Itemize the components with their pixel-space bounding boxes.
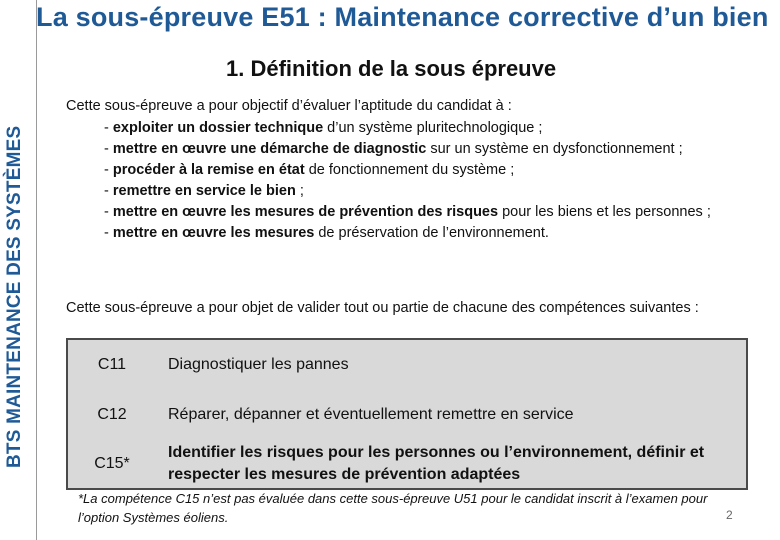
list-item: - mettre en œuvre les mesures de préservation de l’environnement. xyxy=(104,225,549,242)
competence-label: Réparer, dépanner et éventuellement remettre en service xyxy=(156,390,747,440)
list-item: - mettre en œuvre une démarche de diagnostic sur un système en dysfonctionnement ; xyxy=(104,141,683,158)
competence-label: Identifier les risques pour les personnes ou l’environnement, définir et respecter les mesures de prévention adaptées xyxy=(156,440,747,489)
table-row xyxy=(67,440,747,489)
left-sidebar xyxy=(0,0,37,540)
table-row xyxy=(67,390,747,440)
page-number: 2 xyxy=(726,508,733,522)
footnote: *La compétence C15 n’est pas évaluée dans cette sous-épreuve U51 pour le candidat inscrit à l’examen pour l’option Systèmes éoliens. xyxy=(78,491,708,525)
slide-title: La sous-épreuve E51 : Maintenance corrective d’un bien xyxy=(36,2,769,32)
section-title: 1. Définition de la sous épreuve xyxy=(226,56,557,81)
objectives-list xyxy=(104,118,764,244)
sidebar-vertical-label: BTS MAINTENANCE DES SYSTÈMES xyxy=(4,125,25,468)
list-item: - mettre en œuvre les mesures de prévention des risques pour les biens et les personnes ; xyxy=(104,204,711,221)
intro-text: Cette sous-épreuve a pour objectif d’évaluer l’aptitude du candidat à : xyxy=(66,98,512,114)
competence-code: C11 xyxy=(67,339,156,390)
competence-label: Diagnostiquer les pannes xyxy=(156,339,747,390)
list-item: - exploiter un dossier technique d’un système pluritechnologique ; xyxy=(104,120,543,136)
table-row xyxy=(67,339,747,390)
competence-code: C15* xyxy=(67,440,156,489)
list-item: - procéder à la remise en état de fonctionnement du système ; xyxy=(104,162,515,179)
competences-intro: Cette sous-épreuve a pour objet de valider tout ou partie de chacune des compétences suivantes : xyxy=(66,300,699,316)
competences-table xyxy=(66,338,748,490)
competence-code: C12 xyxy=(67,390,156,440)
list-item: - remettre en service le bien ; xyxy=(104,183,304,200)
